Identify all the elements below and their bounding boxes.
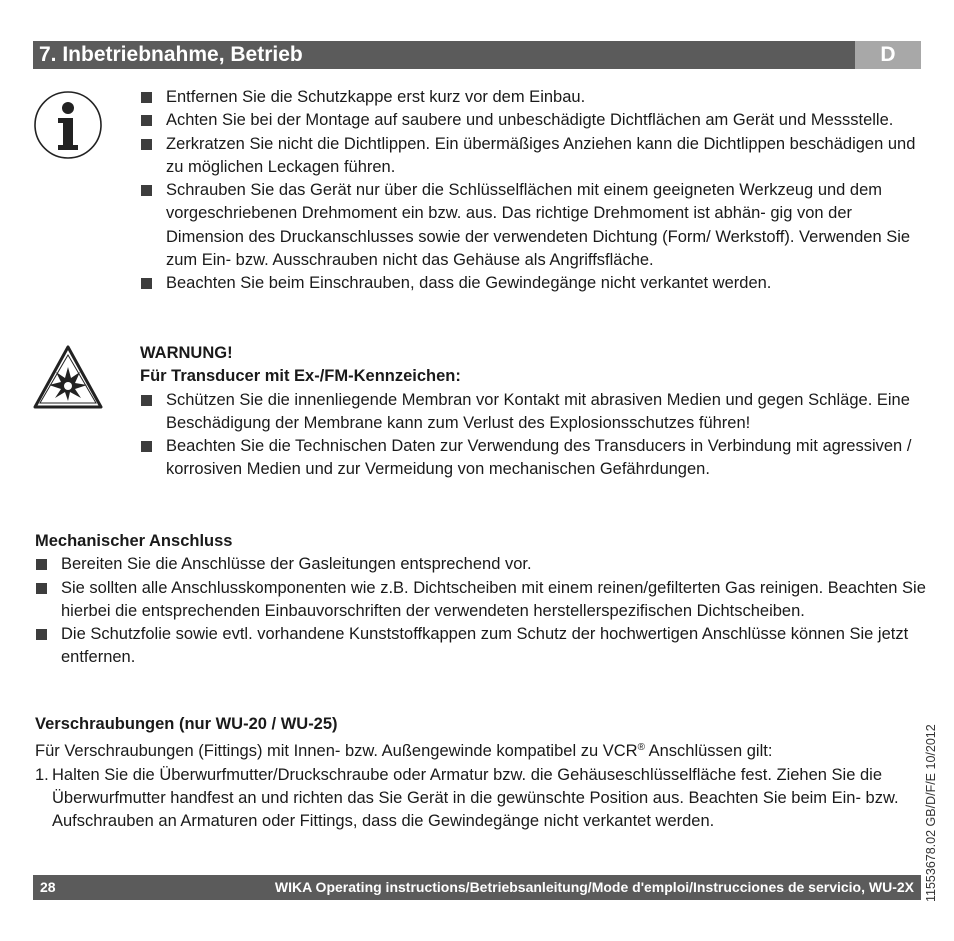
fittings-section [35, 713, 930, 833]
list-item: Zerkratzen Sie nicht die Dichtlippen. Ein übermäßiges Anziehen kann die Dichtlippen beschädigen und zu möglichen Leckagen führen. [140, 133, 930, 180]
mechanical-heading: Mechanischer Anschluss [35, 532, 233, 550]
fittings-intro: Für Verschraubungen (Fittings) mit Innen- bzw. Außengewinde kompatibel zu VCR® Anschlüssen gilt: [35, 742, 773, 761]
mechanical-connection-section [35, 530, 930, 670]
info-icon [33, 90, 103, 160]
page-number: 28 [40, 879, 56, 895]
step-number: 1. [35, 765, 49, 784]
list-item: Beachten Sie die Technischen Daten zur Verwendung des Transducers in Verbindung mit agressiven / korrosiven Medien und zur Vermeidung von mechanischen Gefährdungen. [140, 435, 930, 482]
list-item: Sie sollten alle Anschlusskomponenten wie z.B. Dichtscheiben mit einem reinen/gefilterten Gas reinigen. Beachten Sie hierbei die entsprechenden Einbauvorschriften der verwendeten herstellerspezifischen Dichtscheiben. [35, 577, 930, 624]
list-item: Schützen Sie die innenliegende Membran vor Kontakt mit abrasiven Medien und gegen Schläge. Eine Beschädigung der Membrane kann zum Verlust des Explosionsschutzes führen! [140, 389, 930, 436]
warning-block [140, 342, 930, 482]
footer-text: WIKA Operating instructions/Betriebsanleitung/Mode d'emploi/Instrucciones de servicio, WU-2X [274, 879, 914, 895]
numbered-step [35, 764, 930, 834]
section-header-bar [33, 41, 855, 69]
list-item: Achten Sie bei der Montage auf saubere und unbeschädigte Dichtflächen am Gerät und Messstelle. [140, 109, 930, 132]
warning-title: WARNUNG! [140, 344, 233, 362]
section-header [33, 41, 921, 69]
section-title: 7. Inbetriebnahme, Betrieb [39, 43, 303, 66]
list-item: Bereiten Sie die Anschlüsse der Gasleitungen entsprechend vor. [35, 553, 930, 576]
language-tab [855, 41, 921, 69]
language-label: D [880, 43, 896, 66]
list-item: Entfernen Sie die Schutzkappe erst kurz vor dem Einbau. [140, 86, 930, 109]
info-notes [140, 86, 930, 296]
fittings-heading: Verschraubungen (nur WU-20 / WU-25) [35, 715, 338, 733]
warning-subtitle: Für Transducer mit Ex-/FM-Kennzeichen: [140, 367, 461, 386]
step-text: Halten Sie die Überwurfmutter/Druckschraube oder Armatur bzw. die Gehäuseschlüsselfläche fest. Ziehen Sie die Überwurfmutter handfest an und richten das Sie Gerät in die gewünschte Position aus. Beachten Sie beim Ein- bzw. Aufschrauben an Armaturen oder Fittings, dass die Gewindegänge nicht verkantet werden. [52, 765, 899, 831]
list-item: Schrauben Sie das Gerät nur über die Schlüsselflächen mit einem geeigneten Werkzeug und dem vorgeschriebenen Drehmoment ein bzw. aus. Das richtige Drehmoment ist abhän- gig von der Dimension des Druckanschlusses sowie der verwendeten Dichtung (Form/ Werkstoff). Verwenden Sie zum Ein- bzw. Ausschrauben nicht das Gehäuse als Angriffsfläche. [140, 179, 930, 272]
document-code: 11553678.02 GB/D/F/E 10/2012 [924, 724, 938, 902]
page-footer [33, 875, 921, 900]
list-item: Die Schutzfolie sowie evtl. vorhandene Kunststoffkappen zum Schutz der hochwertigen Anschlüsse können Sie jetzt entfernen. [35, 623, 930, 670]
explosion-warning-icon [33, 345, 103, 409]
list-item: Beachten Sie beim Einschrauben, dass die Gewindegänge nicht verkantet werden. [140, 272, 930, 295]
